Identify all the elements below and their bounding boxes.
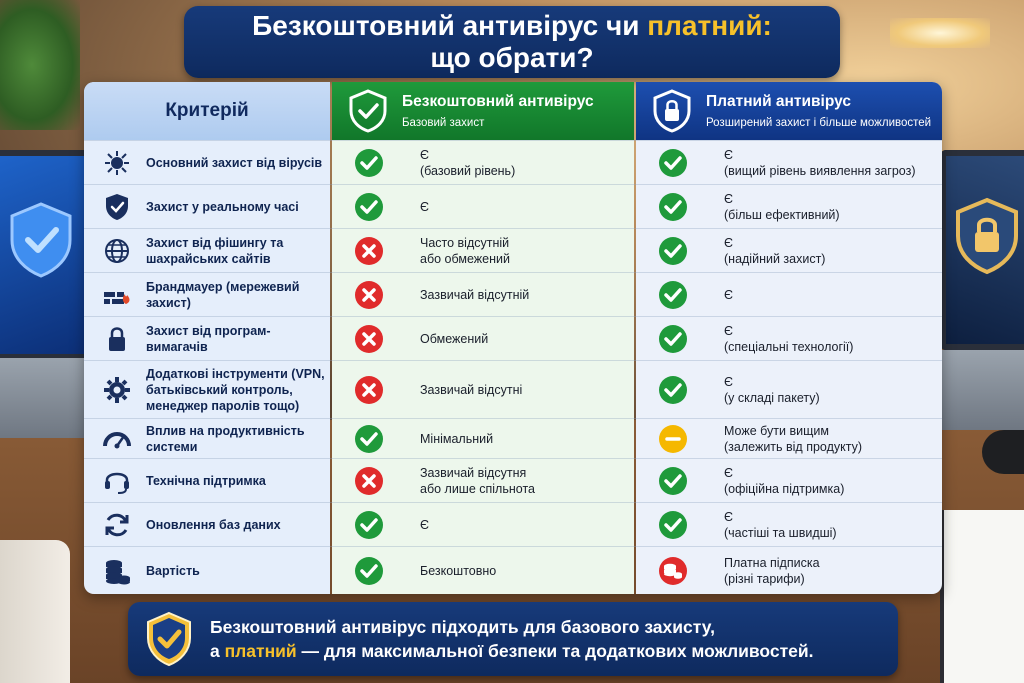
free-cell (332, 459, 634, 502)
criteria-label: Додаткові інструменти (VPN, батьківський контроль, менеджер паролів тощо) (146, 366, 325, 413)
paid-cell (636, 419, 942, 458)
criteria-cell (84, 419, 330, 458)
free-value-main: Зазвичай відсутня (420, 465, 527, 480)
paid-header-subtitle: Розширений захист і більше можливостей (706, 116, 932, 129)
criteria-label: Захист від програм-вимагачів (146, 323, 271, 354)
check-circle-icon (658, 510, 688, 540)
table-row (84, 418, 942, 458)
summary-accent: платний (224, 641, 297, 661)
paid-value (724, 235, 825, 267)
paid-value-main: Є (724, 509, 733, 524)
free-value-note: або лише спільнота (420, 481, 535, 496)
summary-line-2-start: а (210, 641, 225, 661)
summary-line-2-end: — для максимальної безпеки та додаткових можливостей. (296, 641, 814, 661)
paid-value (724, 423, 862, 455)
criteria-cell (84, 141, 330, 184)
paid-value-main: Платна підписка (724, 555, 820, 570)
paid-value-main: Може бути вищим (724, 423, 829, 438)
gauge-icon (102, 424, 132, 454)
lock-icon (102, 324, 132, 354)
free-header (332, 82, 634, 140)
cross-circle-icon (354, 236, 384, 266)
lock-shield-icon (652, 89, 692, 133)
criteria-label: Технічна підтримка (146, 473, 266, 488)
lock-shield-icon (952, 196, 1022, 276)
free-value-main: Є (420, 199, 429, 214)
coins-icon (658, 556, 688, 586)
criteria-cell (84, 459, 330, 502)
free-value (420, 147, 515, 179)
check-circle-icon (354, 424, 384, 454)
paid-value-note: (офіційна підтримка) (724, 481, 845, 496)
free-cell (332, 273, 634, 316)
summary-line-1: Безкоштовний антивірус підходить для базового захисту, (210, 617, 716, 637)
free-cell (332, 317, 634, 360)
check-circle-icon (658, 324, 688, 354)
check-circle-icon (658, 280, 688, 310)
free-cell (332, 361, 634, 418)
free-cell (332, 419, 634, 458)
free-cell (332, 503, 634, 546)
virus-icon (102, 148, 132, 178)
title-line-1 (252, 10, 772, 42)
coins-icon (102, 556, 132, 586)
paid-header (636, 82, 942, 140)
plant-pot-decoration (0, 540, 70, 683)
free-value (420, 382, 522, 398)
minus-circle-icon (658, 424, 688, 454)
free-header-subtitle: Базовий захист (402, 116, 485, 129)
shield-check-icon (348, 89, 388, 133)
free-value-main: Зазвичай відсутні (420, 382, 523, 397)
check-circle-icon (354, 192, 384, 222)
criteria-label: Брандмауер (мережевий захист) (146, 279, 300, 310)
free-value (420, 287, 529, 303)
free-value (420, 517, 429, 533)
table-row (84, 458, 942, 502)
free-value (420, 199, 429, 215)
criteria-cell (84, 503, 330, 546)
table-row (84, 546, 942, 594)
criteria-label: Захист у реальному часі (146, 199, 299, 214)
criteria-label: Вплив на продуктивність системи (146, 423, 305, 454)
paid-value-main: Є (724, 147, 733, 162)
free-value-main: Безкоштовно (420, 563, 497, 578)
paid-cell (636, 185, 942, 228)
criteria-cell (84, 273, 330, 316)
summary-banner (128, 602, 898, 676)
free-value-main: Є (420, 517, 429, 532)
free-value-note: (базовий рівень) (420, 163, 516, 178)
criteria-header-label: Критерій (165, 100, 249, 121)
check-circle-icon (354, 556, 384, 586)
paid-value-main: Є (724, 235, 733, 250)
free-value-main: Обмежений (420, 331, 489, 346)
gear-icon (102, 375, 132, 405)
free-value-main: Зазвичай відсутній (420, 287, 530, 302)
free-value-main: Мінімальний (420, 431, 494, 446)
paid-value-note: (у складі пакету) (724, 390, 820, 405)
criteria-label: Захист від фішингу та шахрайських сайтів (146, 235, 284, 266)
paid-value-main: Є (724, 323, 733, 338)
cross-circle-icon (354, 280, 384, 310)
criteria-cell (84, 361, 330, 418)
paid-cell (636, 459, 942, 502)
shield-check-icon (6, 200, 76, 280)
headset-icon (102, 466, 132, 496)
criteria-header (84, 82, 330, 140)
cross-circle-icon (354, 375, 384, 405)
paid-cell (636, 503, 942, 546)
cross-circle-icon (354, 466, 384, 496)
table-row (84, 316, 942, 360)
paid-cell (636, 141, 942, 184)
page-title (184, 6, 840, 78)
title-line-2: що обрати? (430, 42, 594, 73)
paid-value (724, 555, 820, 587)
paid-value (724, 323, 853, 355)
free-header-title: Безкоштовний антивірус (402, 92, 594, 110)
table-row (84, 502, 942, 546)
paid-value-main: Є (724, 465, 733, 480)
paid-header-title: Платний антивірус (706, 92, 851, 110)
table-row (84, 140, 942, 184)
criteria-cell (84, 229, 330, 272)
free-value-main: Часто відсутній (420, 235, 510, 250)
free-value-note: або обмежений (420, 251, 510, 266)
free-cell (332, 185, 634, 228)
paid-value-note: (залежить від продукту) (724, 439, 863, 454)
check-circle-icon (658, 236, 688, 266)
paid-value-note: (частіші та швидші) (724, 525, 837, 540)
table-row (84, 228, 942, 272)
paid-value (724, 509, 837, 541)
check-circle-icon (354, 510, 384, 540)
check-circle-icon (658, 192, 688, 222)
free-value (420, 431, 493, 447)
free-cell (332, 141, 634, 184)
paid-cell (636, 547, 942, 594)
computer-mouse (982, 430, 1024, 474)
table-row (84, 184, 942, 228)
summary-line-2 (210, 639, 814, 663)
lamp-glow (890, 18, 990, 48)
globe-icon (102, 236, 132, 266)
check-circle-icon (354, 148, 384, 178)
cross-circle-icon (354, 324, 384, 354)
paid-value-note: (більш ефективний) (724, 207, 840, 222)
criteria-cell (84, 317, 330, 360)
free-cell (332, 547, 634, 594)
paid-cell (636, 229, 942, 272)
paid-value-note: (спеціальні технології) (724, 339, 854, 354)
paid-value (724, 287, 733, 303)
table-row (84, 272, 942, 316)
paid-value (724, 465, 844, 497)
check-circle-icon (658, 375, 688, 405)
free-value (420, 235, 510, 267)
free-value (420, 563, 496, 579)
paid-value (724, 191, 840, 223)
criteria-label: Оновлення баз даних (146, 517, 281, 532)
paid-value-note: (вищий рівень виявлення загроз) (724, 163, 916, 178)
check-circle-icon (658, 148, 688, 178)
criteria-cell (84, 185, 330, 228)
firewall-icon (102, 280, 132, 310)
plant-decoration (0, 0, 80, 130)
paid-value (724, 374, 820, 406)
free-cell (332, 229, 634, 272)
check-circle-icon (658, 466, 688, 496)
notebook-decoration (940, 510, 1024, 683)
paid-value-main: Є (724, 374, 733, 389)
paid-cell (636, 361, 942, 418)
shield-check-icon (102, 192, 132, 222)
paid-cell (636, 317, 942, 360)
free-value-main: Є (420, 147, 429, 162)
title-line-1-text: Безкоштовний антивірус чи (252, 10, 648, 41)
paid-cell (636, 273, 942, 316)
paid-value-main: Є (724, 287, 733, 302)
criteria-cell (84, 547, 330, 594)
criteria-label: Основний захист від вірусів (146, 155, 323, 170)
paid-value-note: (різні тарифи) (724, 571, 805, 586)
shield-check-icon (144, 610, 194, 668)
paid-value-note: (надійний захист) (724, 251, 826, 266)
refresh-icon (102, 510, 132, 540)
paid-value (724, 147, 916, 179)
table-row (84, 360, 942, 418)
title-accent: платний: (647, 10, 772, 41)
paid-value-main: Є (724, 191, 733, 206)
comparison-table (84, 82, 942, 594)
free-value (420, 331, 488, 347)
free-value (420, 465, 535, 497)
laptop-right-keyboard (936, 350, 1024, 430)
criteria-label: Вартість (146, 563, 200, 578)
